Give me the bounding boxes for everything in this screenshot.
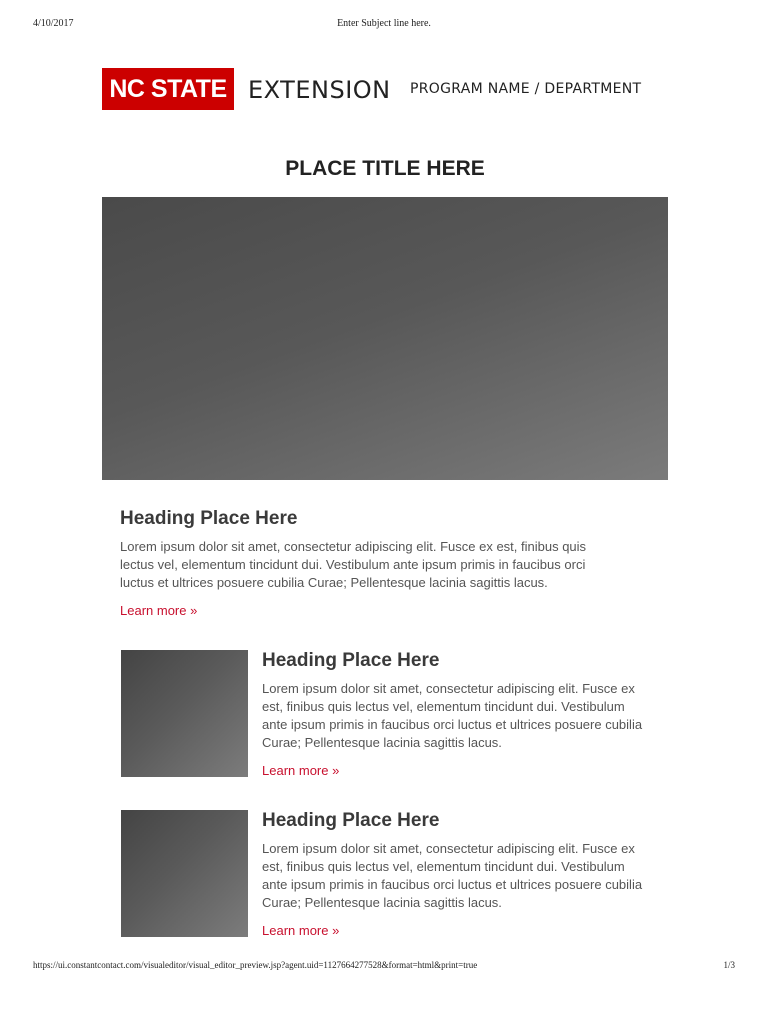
learn-more-link[interactable]: Learn more »: [262, 763, 340, 778]
article-3: [262, 808, 648, 940]
learn-more-link[interactable]: Learn more »: [262, 923, 340, 938]
print-page-number: 1/3: [723, 960, 735, 970]
print-header: [33, 18, 735, 34]
article-2-image-placeholder: [121, 650, 248, 777]
brand-bar: [102, 68, 668, 112]
article-1: [120, 506, 620, 620]
print-footer: [33, 960, 735, 974]
article-body: Lorem ipsum dolor sit amet, consectetur adipiscing elit. Fusce ex est, finibus quis lectus vel, elementum tincidunt dui. Vestibulum ante ipsum primis in faucibus orci luctus et ultrices posuere cubilia Curae; Pellentesque lacinia sagittis lacus.: [120, 539, 587, 590]
extension-wordmark: EXTENSION: [248, 76, 391, 104]
learn-more-link[interactable]: Learn more »: [120, 603, 198, 618]
article-2: [262, 648, 648, 780]
page-title: PLACE TITLE HERE: [285, 157, 485, 180]
hero-image-placeholder: [102, 197, 668, 480]
article-3-image-placeholder: [121, 810, 248, 937]
article-body: Lorem ipsum dolor sit amet, consectetur adipiscing elit. Fusce ex est, finibus quis lectus vel, elementum tincidunt dui. Vestibulum ante ipsum primis in faucibus orci luctus et ultrices posuere cubilia Curae; Pellentesque lacinia sagittis lacus.: [262, 681, 643, 750]
print-date: 4/10/2017: [33, 18, 74, 29]
article-heading: Heading Place Here: [262, 650, 440, 671]
article-heading: Heading Place Here: [120, 508, 298, 529]
print-url: https://ui.constantcontact.com/visualeditor/visual_editor_preview.jsp?agent.uid=1127664277528&format=html&print=true: [33, 960, 478, 970]
program-name: PROGRAM NAME / DEPARTMENT: [410, 81, 642, 97]
article-heading: Heading Place Here: [262, 810, 440, 831]
print-subject: Enter Subject line here.: [337, 18, 431, 29]
nc-state-logo: NC STATE: [102, 68, 234, 110]
article-body: Lorem ipsum dolor sit amet, consectetur adipiscing elit. Fusce ex est, finibus quis lectus vel, elementum tincidunt dui. Vestibulum ante ipsum primis in faucibus orci luctus et ultrices posuere cubilia Curae; Pellentesque lacinia sagittis lacus.: [262, 841, 643, 910]
